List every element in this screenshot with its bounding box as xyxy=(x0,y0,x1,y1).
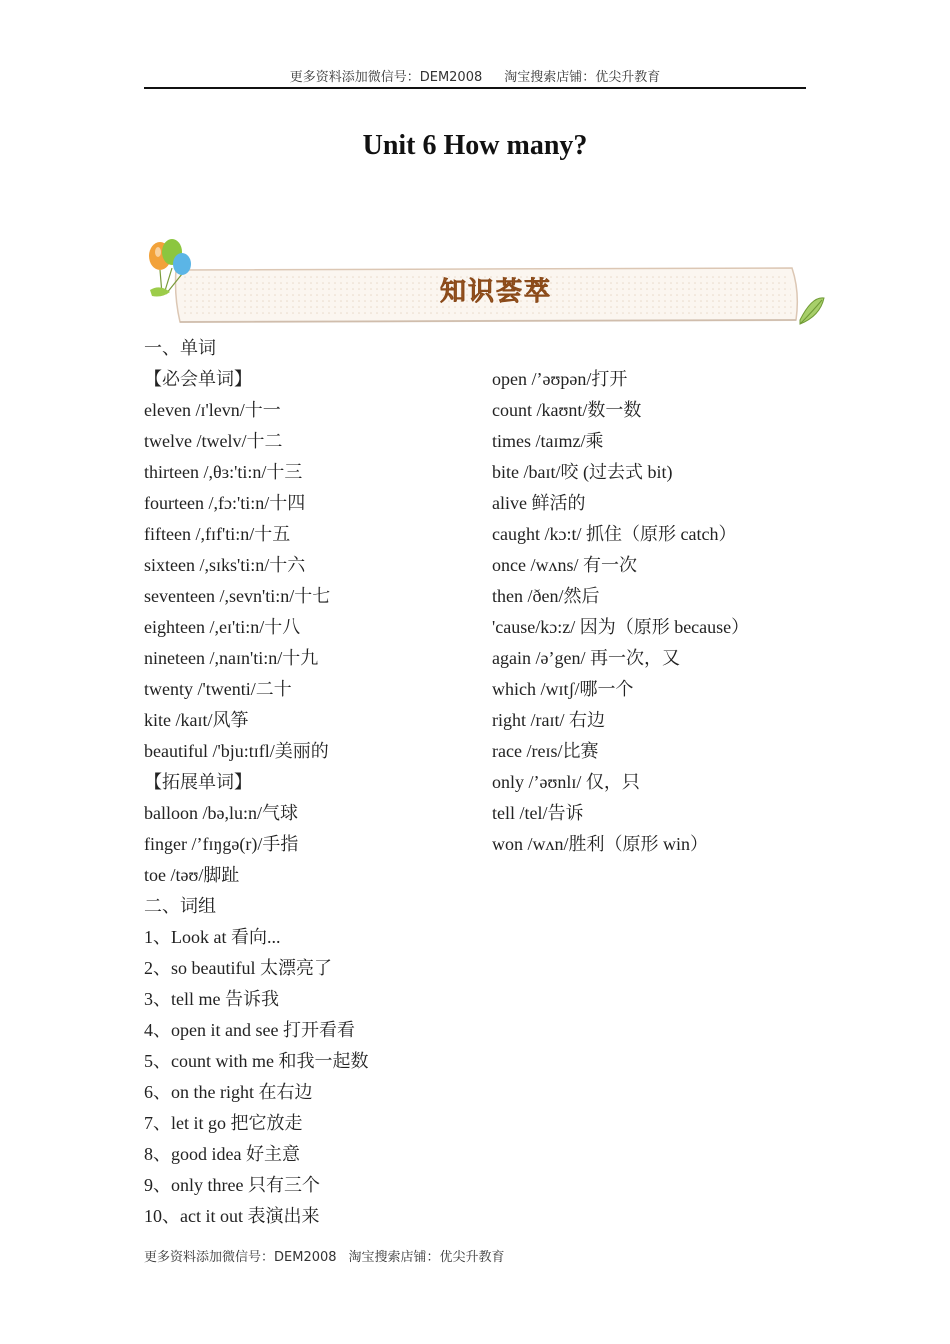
vocab-line: 10、act it out 表演出来 xyxy=(144,1206,320,1226)
vocab-line: 3、tell me 告诉我 xyxy=(144,989,279,1009)
vocab-line: thirteen /,θɜ:'ti:n/十三 xyxy=(144,462,303,482)
vocab-line: kite /kaɪt/风筝 xyxy=(144,710,249,730)
vocab-line: open /’əʊpən/打开 xyxy=(492,369,628,389)
header-taobao: 淘宝搜索店铺：优尖升教育 xyxy=(504,70,661,85)
vocab-line: again /ə’gen/ 再一次，又 xyxy=(492,648,680,668)
vocab-line: 【必会单词】 xyxy=(144,369,252,389)
page-footer xyxy=(144,1246,505,1265)
vocab-line: eleven /ɪ'levn/十一 xyxy=(144,400,281,420)
header-wechat: 更多资料添加微信号：DEM2008 xyxy=(289,70,483,85)
right-column xyxy=(492,364,749,860)
vocab-line: bite /baɪt/咬 (过去式 bit) xyxy=(492,462,673,482)
vocab-line: 7、let it go 把它放走 xyxy=(144,1113,303,1133)
vocab-line: eighteen /,eɪ'ti:n/十八 xyxy=(144,617,301,637)
section-banner xyxy=(140,232,830,332)
vocab-line: caught /kɔ:t/ 抓住（原形 catch） xyxy=(492,524,737,544)
vocab-line: sixteen /,sɪks'ti:n/十六 xyxy=(144,555,306,575)
vocab-line: right /raɪt/ 右边 xyxy=(492,710,605,730)
vocab-line: seventeen /,sevn'ti:n/十七 xyxy=(144,586,331,606)
page-title: Unit 6 How many? xyxy=(362,130,588,161)
vocab-line: tell /tel/告诉 xyxy=(492,803,584,823)
vocab-line: 'cause/kɔ:z/ 因为（原形 because） xyxy=(492,617,750,637)
vocab-line: fourteen /,fɔ:'ti:n/十四 xyxy=(144,493,306,513)
vocab-line: finger /’fɪŋgə(r)/手指 xyxy=(144,834,299,854)
header-divider xyxy=(144,87,806,89)
vocab-line: beautiful /'bju:tɪfl/美丽的 xyxy=(144,741,329,761)
vocab-line: toe /təʊ/脚趾 xyxy=(144,865,240,885)
left-column xyxy=(144,333,368,1232)
vocab-line: 一、单词 xyxy=(144,338,216,358)
vocab-line: 6、on the right 在右边 xyxy=(144,1082,313,1102)
page-header xyxy=(144,66,806,85)
vocab-line: then /ðen/然后 xyxy=(492,586,600,606)
footer-taobao: 淘宝搜索店铺：优尖升教育 xyxy=(348,1250,505,1265)
footer-wechat: 更多资料添加微信号：DEM2008 xyxy=(144,1250,337,1265)
vocab-line: once /wʌns/ 有一次 xyxy=(492,555,637,575)
vocab-line: alive 鲜活的 xyxy=(492,493,586,513)
vocab-line: 5、count with me 和我一起数 xyxy=(144,1051,369,1071)
vocab-line: won /wʌn/胜利（原形 win） xyxy=(492,834,708,854)
vocab-line: times /taɪmz/乘 xyxy=(492,431,604,451)
vocab-line: 2、so beautiful 太漂亮了 xyxy=(144,958,332,978)
vocab-line: count /kaʊnt/数一数 xyxy=(492,400,642,420)
leaf-icon xyxy=(800,298,824,324)
vocab-line: fifteen /,fɪf'ti:n/十五 xyxy=(144,524,291,544)
vocab-line: only /’əʊnlɪ/ 仅，只 xyxy=(492,772,640,792)
vocab-line: which /wɪtʃ/哪一个 xyxy=(492,679,634,699)
vocab-line: twenty /'twenti/二十 xyxy=(144,679,292,699)
vocab-line: 【拓展单词】 xyxy=(144,772,252,792)
vocab-line: 9、only three 只有三个 xyxy=(144,1175,320,1195)
vocab-line: nineteen /,naɪn'ti:n/十九 xyxy=(144,648,319,668)
vocab-line: 1、Look at 看向... xyxy=(144,927,281,947)
vocab-line: balloon /bə,lu:n/气球 xyxy=(144,803,298,823)
banner-label: 知识荟萃 xyxy=(439,277,553,307)
vocab-line: 二、词组 xyxy=(144,896,216,916)
vocab-line: twelve /twelv/十二 xyxy=(144,431,283,451)
vocab-line: 4、open it and see 打开看看 xyxy=(144,1020,355,1040)
vocab-line: 8、good idea 好主意 xyxy=(144,1144,300,1164)
vocab-line: race /reɪs/比赛 xyxy=(492,741,599,761)
